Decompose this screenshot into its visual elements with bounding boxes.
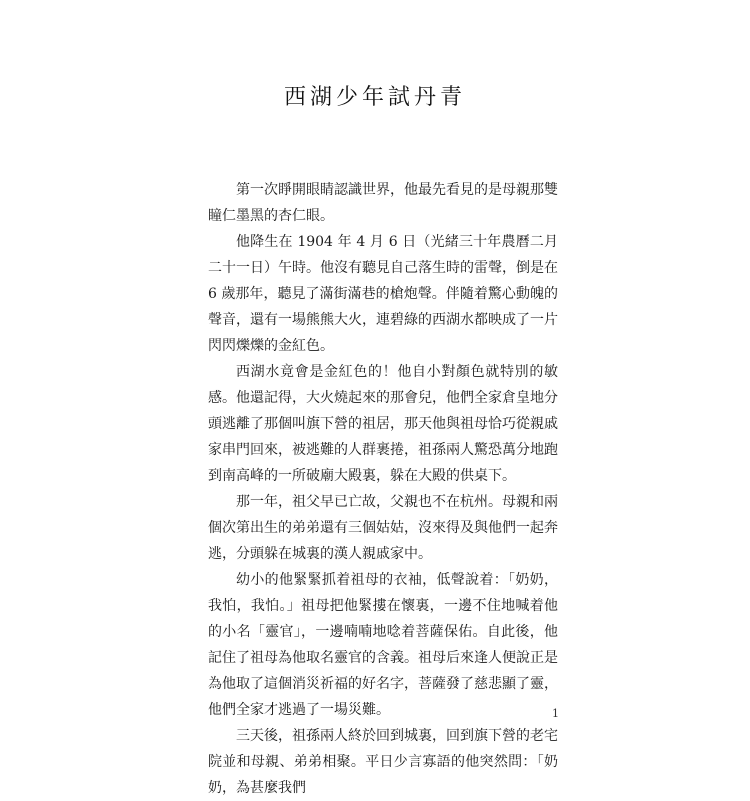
paragraph-6: 三天後，祖孫兩人終於回到城裏，回到旗下營的老宅院並和母親、弟弟相聚。平日少言寡語的他突然問：「奶奶，為甚麼我們 bbox=[208, 728, 558, 796]
paragraph-3: 西湖水竟會是金紅色的！他自小對顏色就特別的敏感。他還記得，大火燒起來的那會兒，他們全家倉皇地分頭逃離了那個叫旗下營的祖居，那天他與祖母恰巧從親戚家串門回來，被逃難的人群裹捲，祖孫兩人驚恐萬分地跑到南高峰的一所破廟大殿裏，躲在大殿的供桌下。 bbox=[208, 364, 558, 484]
paragraph-2: 他降生在 1904 年 4 月 6 日（光緒三十年農曆二月二十一日）午時。他沒有聽見自己落生時的雷聲，倒是在 6 歲那年，聽見了滿街滿巷的槍炮聲。伴隨着驚心動魄的聲音，還有一場熊熊大火，連碧綠的西湖水都映成了一片閃閃爍爍的金紅色。 bbox=[208, 234, 558, 354]
paragraph-4: 那一年，祖父早已亡故，父親也不在杭州。母親和兩個次第出生的弟弟還有三個姑姑，沒來得及與他們一起奔逃，分頭躲在城裏的漢人親戚家中。 bbox=[208, 494, 558, 562]
chapter-title: 西湖少年試丹青 bbox=[283, 85, 466, 110]
chapter-body bbox=[208, 177, 558, 801]
page-number: 1 bbox=[552, 707, 559, 720]
paragraph-5: 幼小的他緊緊抓着祖母的衣袖，低聲說着：「奶奶，我怕，我怕。」祖母把他緊摟在懷裏，一邊不住地喊着他的小名「靈官」，一邊喃喃地唸着菩薩保佑。自此後，他記住了祖母為他取名靈官的含義。祖母后來逢人便說正是為他取了這個消災祈福的好名字，菩薩發了慈悲顯了靈，他們全家才逃過了一場災難。 bbox=[208, 572, 558, 718]
paragraph-1: 第一次睜開眼睛認識世界，他最先看見的是母親那雙瞳仁墨黑的杏仁眼。 bbox=[208, 182, 558, 224]
